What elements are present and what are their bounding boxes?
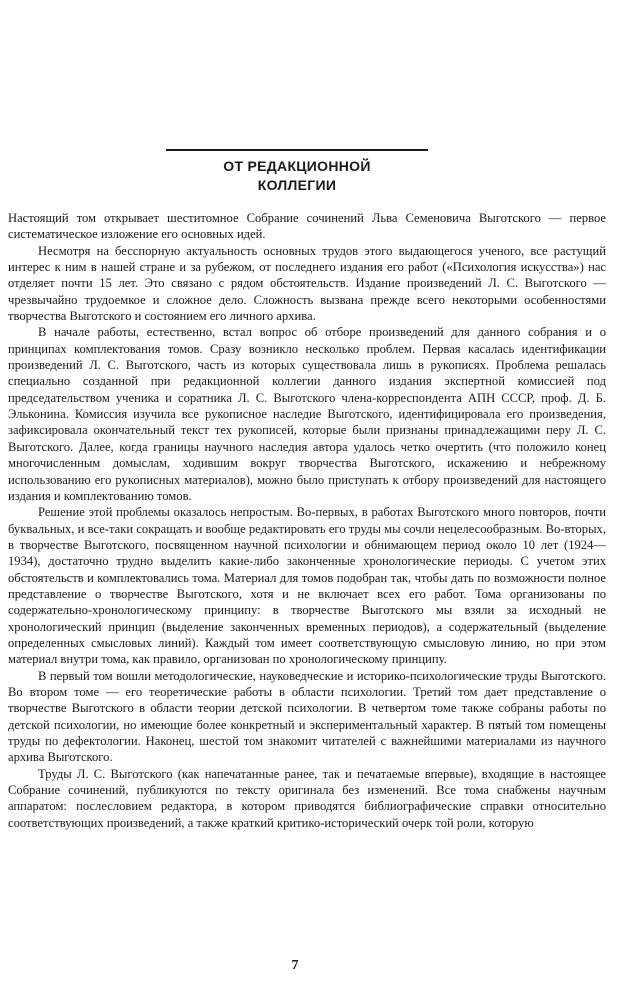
page-title-line-1: ОТ РЕДАКЦИОННОЙ xyxy=(223,158,371,174)
paragraph-5: В первый том вошли методологические, науковедческие и историко-психологические труды Выготского. Во втором томе — его теоретические работы в области психологии. Третий том дает представление о творчестве Выготского в области теории детской психологии. В четвертом томе также собраны работы по детской психологии, но имеющие более конкретный и экспериментальный характер. В пятый том помещены труды по дефектологии. Наконец, шестой том знакомит читателей с важнейшими материалами из научного архива Выготского. xyxy=(8,668,606,765)
paragraph-6: Труды Л. С. Выготского (как напечатанные ранее, так и печатаемые впервые), входящие в настоящее Собрание сочинений, публикуются по тексту оригинала без изменений. Все тома снабжены научным аппаратом: послесловием редактора, в котором приводятся библиографические справки относительно соответствующих произведений, а также краткий критико-исторический очерк той роли, которую xyxy=(8,766,606,830)
paragraph-1: Настоящий том открывает шеститомное Собрание сочинений Льва Семеновича Выготского — первое систематическое изложение его основных идей. xyxy=(8,211,606,242)
paragraph-3: В начале работы, естественно, встал вопрос об отборе произведений для данного собрания и о принципах комплектования томов. Сразу возникло несколько проблем. Первая касалась идентификации произведений Л. С. Выготского, часть из которых существовала лишь в рукописях. Проблема решалась специально созданной при редакционной коллегии данного издания экспертной комиссией под председательством ученика и соратника Л. С. Выготского члена-корреспондента АПН СССР, проф. Д. Б. Эльконина. Комиссия изучила все рукописное наследие Выготского, идентифицировала его произведения, зафиксировала окончательный текст тех рукописей, которые были признаны принадлежащими перу Л. С. Выготского. Далее, когда границы научного наследия автора удалось четко очертить (что положило конец многочисленным домыслам, ходившим вокруг творчества Выготского, искажению и небрежному использованию его рукописных материалов), можно было приступать к отбору произведений для настоящего издания и комплектованию томов. xyxy=(8,325,606,503)
page-title xyxy=(120,157,474,195)
paragraph-4: Решение этой проблемы оказалось непростым. Во-первых, в работах Выготского много повторов, почти буквальных, и все-таки сокращать и вообще редактировать его труды мы сочли нецелесообразным. Во-вторых, в творчестве Выготского, посвященном научной психологии и обнимающем период около 10 лет (1924—1934), достаточно трудно выделить какие-либо законченные хронологические периоды. С учетом этих обстоятельств и комплектовались тома. Материал для томов подобран так, чтобы дать по возможности полное представление о творчестве Выготского, хотя и не включает всех его работ. Тома организованы по содержательно-хронологическому принципу: в творчестве Выготского мы взяли за исходный не хронологический принцип (выделение законченных временных периодов), а содержательный (выделение определенных смысловых линий). Каждый том имеет соответствующую смысловую линию, но при этом материал внутри тома, как правило, организован по хронологическому принципу. xyxy=(8,505,606,667)
paragraph-2: Несмотря на бесспорную актуальность основных трудов этого выдающегося ученого, все растущий интерес к ним в нашей стране и за рубежом, от последнего издания его работ («Психология искусства») нас отделяет почти 15 лет. Это связано с рядом обстоятельств. Издание произведений Л. С. Выготского — чрезвычайно трудоемкое и сложное дело. Сложность вызвана прежде всего некоторыми особенностями творчества Выготского и состоянием его личного архива. xyxy=(8,243,606,324)
body-text xyxy=(8,210,606,831)
page-number: 7 xyxy=(291,958,299,973)
page-title-line-2: КОЛЛЕГИИ xyxy=(257,177,337,193)
heading-rule xyxy=(166,149,428,151)
